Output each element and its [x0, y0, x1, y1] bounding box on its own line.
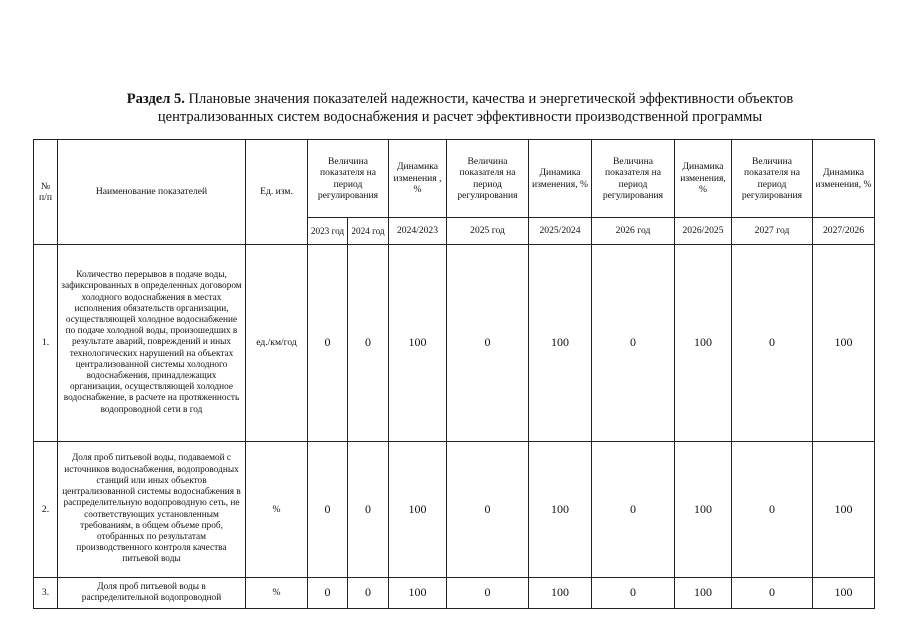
header-dynamics-4: Динамика изменения, % [813, 140, 875, 218]
row-dynamics-2026: 100 [675, 442, 732, 578]
row-num: 3. [34, 578, 58, 609]
row-value-2024: 0 [348, 578, 389, 609]
subheader-2026: 2026 год [592, 218, 675, 245]
row-dynamics-2025: 100 [529, 442, 592, 578]
subheader-2024-2023: 2024/2023 [389, 218, 447, 245]
row-value-2023: 0 [308, 245, 348, 442]
section-title [60, 90, 860, 126]
table-header-row [34, 140, 875, 218]
row-name: Количество перерывов в подаче воды, зафиксированных в определенных договором холодного водоснабжения в местах исполнения обязательств организации, осуществляющей холодное водоснабжение по подаче холодной воды, произошедших в результате аварий, повреждений и иных технологических нарушений на объектах централизованной системы холодного водоснабжения, принадлежащих организации, осуществляющей холодное водоснабжение, в расчете на протяженность водопроводной сети в год [58, 245, 246, 442]
subheader-2027: 2027 год [732, 218, 813, 245]
header-dynamics-1: Динамика изменения , % [389, 140, 447, 218]
row-dynamics-2026: 100 [675, 578, 732, 609]
row-unit: % [246, 442, 308, 578]
header-dynamics-2: Динамика изменения, % [529, 140, 592, 218]
indicators-table [33, 139, 875, 609]
row-num: 2. [34, 442, 58, 578]
subheader-2025: 2025 год [447, 218, 529, 245]
row-value-2023: 0 [308, 442, 348, 578]
header-value-period-3: Величина показателя на период регулирования [592, 140, 675, 218]
header-dynamics-3: Динамика изменения, % [675, 140, 732, 218]
subheader-2024: 2024 год [348, 218, 389, 245]
row-value-2025: 0 [447, 245, 529, 442]
row-num: 1. [34, 245, 58, 442]
table-row [34, 578, 875, 609]
row-dynamics-2027: 100 [813, 245, 875, 442]
row-value-2023: 0 [308, 578, 348, 609]
header-unit: Ед. изм. [246, 140, 308, 245]
row-dynamics-2027: 100 [813, 442, 875, 578]
row-value-2025: 0 [447, 442, 529, 578]
subheader-2025-2024: 2025/2024 [529, 218, 592, 245]
row-unit: % [246, 578, 308, 609]
header-value-period-2: Величина показателя на период регулирования [447, 140, 529, 218]
row-dynamics-2024: 100 [389, 442, 447, 578]
row-dynamics-2024: 100 [389, 578, 447, 609]
row-value-2025: 0 [447, 578, 529, 609]
table-row [34, 442, 875, 578]
row-dynamics-2025: 100 [529, 578, 592, 609]
row-value-2027: 0 [732, 245, 813, 442]
section-title-line1: Плановые значения показателей надежности, качества и энергетической эффективности объектов [184, 91, 794, 107]
row-dynamics-2024: 100 [389, 245, 447, 442]
row-value-2024: 0 [348, 245, 389, 442]
row-name: Доля проб питьевой воды в распределительной водопроводной [58, 578, 246, 609]
row-value-2027: 0 [732, 578, 813, 609]
row-dynamics-2025: 100 [529, 245, 592, 442]
subheader-2026-2025: 2026/2025 [675, 218, 732, 245]
row-dynamics-2027: 100 [813, 578, 875, 609]
row-name: Доля проб питьевой воды, подаваемой с источников водоснабжения, водопроводных станций или иных объектов централизованной системы водоснабжения в распределительную водопроводную сеть, не соответствующих установленным требованиям, в общем объеме проб, отобранных по результатам производственного контроля качества питьевой воды [58, 442, 246, 578]
row-value-2026: 0 [592, 245, 675, 442]
header-value-period-1: Величина показателя на период регулирования [308, 140, 389, 218]
header-name: Наименование показателей [58, 140, 246, 245]
row-dynamics-2026: 100 [675, 245, 732, 442]
subheader-2023: 2023 год [308, 218, 348, 245]
header-num: № п/п [34, 140, 58, 245]
section-title-line2: централизованных систем водоснабжения и расчет эффективности производственной программы [157, 109, 763, 125]
subheader-2027-2026: 2027/2026 [813, 218, 875, 245]
row-value-2027: 0 [732, 442, 813, 578]
row-value-2024: 0 [348, 442, 389, 578]
row-value-2026: 0 [592, 578, 675, 609]
row-value-2026: 0 [592, 442, 675, 578]
row-unit: ед./км/год [246, 245, 308, 442]
section-number: Раздел 5. [126, 91, 185, 107]
header-value-period-4: Величина показателя на период регулирования [732, 140, 813, 218]
table-row [34, 245, 875, 442]
